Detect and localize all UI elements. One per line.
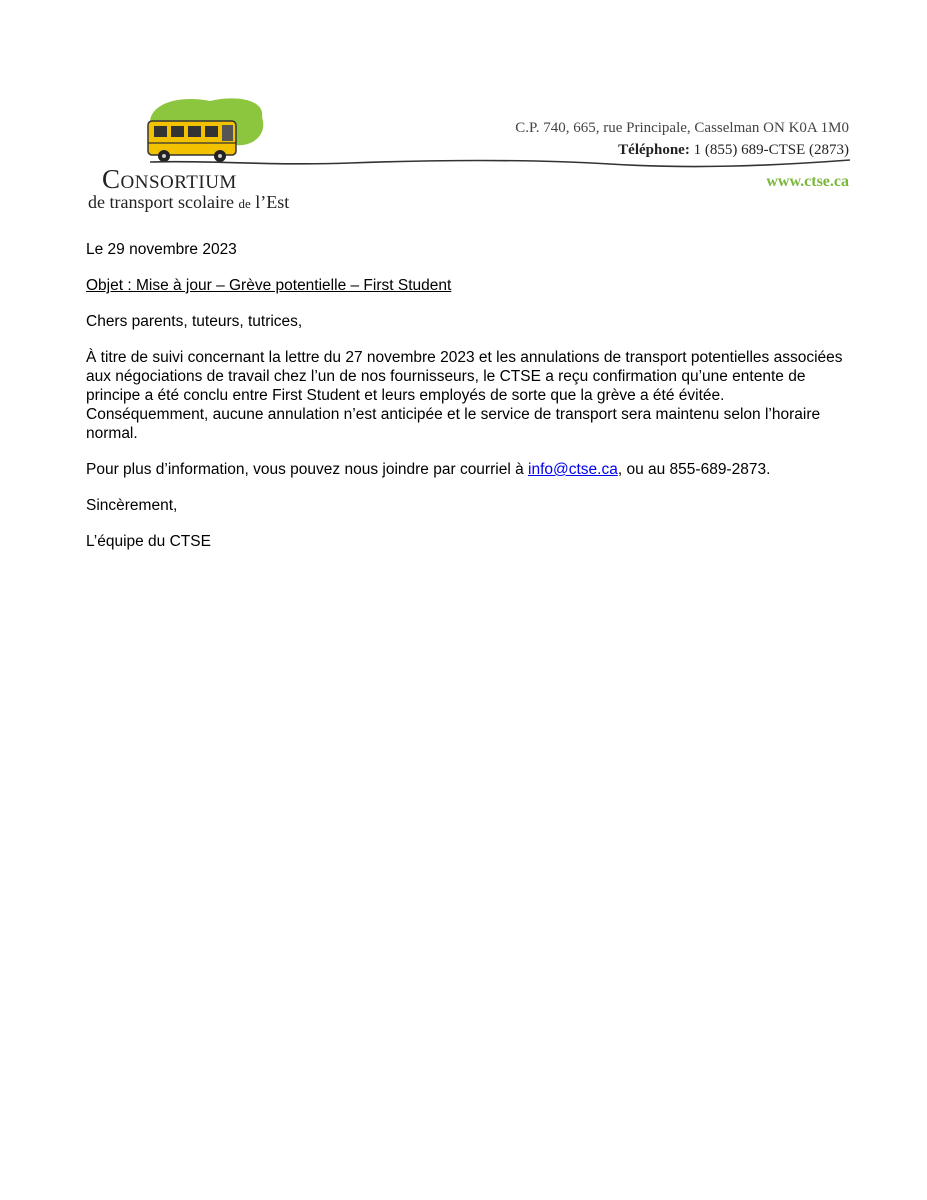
address: C.P. 740, 665, rue Principale, Casselman ON K0A 1M0 (515, 120, 849, 136)
org-subtitle: de transport scolaire de l’Est (88, 192, 290, 212)
phone: Téléphone: 1 (855) 689-CTSE (2873) (618, 142, 849, 158)
letter-greeting: Chers parents, tuteurs, tutrices, (86, 313, 303, 330)
letter-body (86, 240, 846, 568)
letterhead (0, 0, 927, 230)
letter-date: Le 29 novembre 2023 (86, 241, 237, 258)
org-name: Consortium (102, 164, 237, 194)
email-link[interactable]: info@ctse.ca (528, 461, 618, 478)
letter-closing: Sincèrement, (86, 497, 178, 514)
letter-contact: Pour plus d’information, vous pouvez nous joindre par courriel à info@ctse.ca, ou au 855-689-2873. (86, 461, 771, 478)
website[interactable]: www.ctse.ca (766, 173, 849, 190)
letter-subject: Objet : Mise à jour – Grève potentielle – First Student (86, 277, 452, 294)
letter-paragraph: À titre de suivi concernant la lettre du 27 novembre 2023 et les annulations de transport potentielles associées aux négociations de travail chez l’un de nos fournisseurs, le CTSE a reçu confirmation qu’une entente de principe a été conclu entre First Student et leurs employés de sorte que la grève a été évitée. Conséquemment, aucune annulation n’est anticipée et le service de transport sera maintenu selon l’horaire normal. (86, 349, 843, 442)
letter-signature: L’équipe du CTSE (86, 533, 211, 550)
